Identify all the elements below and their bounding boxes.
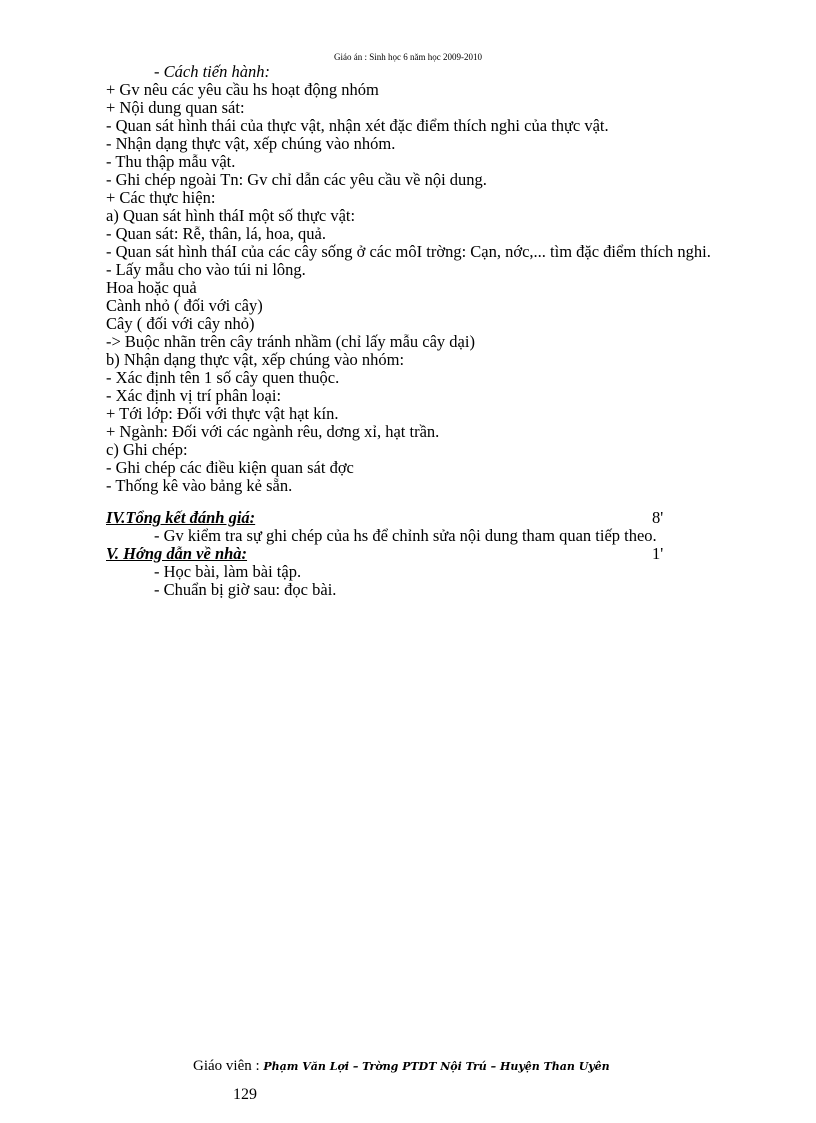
teacher-name: Phạm Văn Lợi – Trờng PTDT Nội Trú – Huyện Than Uyên [263, 1060, 610, 1073]
text-line: - Quan sát: Rễ, thân, lá, hoa, quả. [106, 224, 326, 243]
spacer [106, 495, 786, 509]
procedure-heading: - Cách tiến hành: [154, 62, 270, 81]
page-footer [193, 1058, 610, 1075]
text-line: + Gv nêu các yêu cầu hs hoạt động nhóm [106, 80, 379, 99]
text-line: - Thu thập mẫu vật. [106, 152, 236, 171]
text-line: + Tới lớp: Đối với thực vật hạt kín. [106, 404, 339, 423]
text-line: - Gv kiểm tra sự ghi chép của hs để chỉnh sửa nội dung tham quan tiếp theo. [154, 526, 657, 545]
text-line: - Nhận dạng thực vật, xếp chúng vào nhóm. [106, 134, 396, 153]
section-iv-time: 8' [652, 508, 664, 527]
section-v-time: 1' [652, 544, 664, 563]
document-body [106, 63, 786, 599]
text-line: Cây ( đối với cây nhỏ) [106, 314, 255, 333]
text-line: b) Nhận dạng thực vật, xếp chúng vào nhóm: [106, 350, 405, 369]
text-paragraph: - Quan sát hình tháI của các cây sống ở các môI trờng: Cạn, nớc,... tìm đặc điểm thích nghi. [106, 242, 711, 261]
text-line: + Các thực hiện: [106, 188, 216, 207]
text-line: c) Ghi chép: [106, 440, 188, 459]
section-v-row [106, 545, 786, 563]
section-v-title: V. Hớng dẫn về nhà: [106, 544, 248, 563]
text-line: - Xác định vị trí phân loại: [106, 386, 282, 405]
section-iv-row [106, 509, 786, 527]
text-line: - Học bài, làm bài tập. [154, 562, 302, 581]
text-line: - Thống kê vào bảng kẻ sẵn. [106, 476, 293, 495]
teacher-label: Giáo viên : [193, 1058, 260, 1074]
page-number: 129 [233, 1086, 257, 1103]
text-line: - Quan sát hình thái của thực vật, nhận xét đặc điểm thích nghi của thực vật. [106, 116, 609, 135]
text-line: a) Quan sát hình tháI một số thực vật: [106, 206, 356, 225]
text-line: Cành nhỏ ( đối với cây) [106, 296, 263, 315]
text-line: - Lấy mẫu cho vào túi ni lông. [106, 260, 306, 279]
text-line: - Ghi chép ngoài Tn: Gv chỉ dẫn các yêu cầu về nội dung. [106, 170, 487, 189]
text-line: - Chuẩn bị giờ sau: đọc bài. [154, 580, 337, 599]
text-line: + Nội dung quan sát: [106, 98, 245, 117]
page-header: Giáo án : Sinh học 6 năm học 2009-2010 [334, 52, 482, 62]
text-line: - Ghi chép các điều kiện quan sát đợc [106, 458, 354, 477]
text-line: -> Buộc nhãn trên cây tránh nhầm (chỉ lấy mẫu cây dại) [106, 332, 475, 351]
section-iv-title: IV.Tổng kết đánh giá: [106, 508, 256, 527]
text-line: - Xác định tên 1 số cây quen thuộc. [106, 368, 340, 387]
text-line: Hoa hoặc quả [106, 278, 197, 297]
text-line: + Ngành: Đối với các ngành rêu, dơng xỉ, hạt trần. [106, 422, 440, 441]
